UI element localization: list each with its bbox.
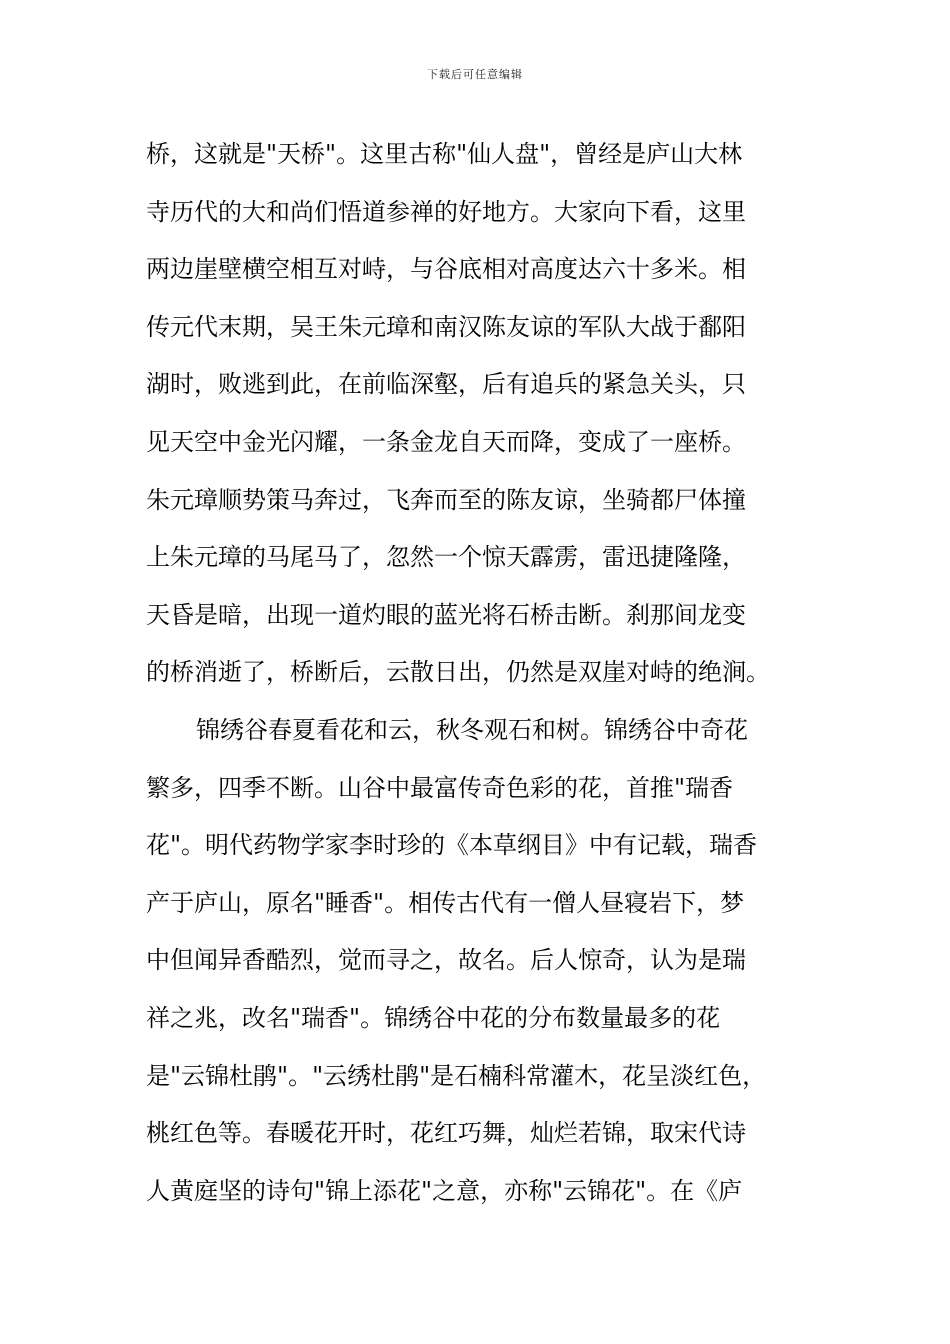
text-line: 祥之兆，改名"瑞香"。锦绣谷中花的分布数量最多的花 — [146, 1003, 721, 1032]
text-line: 繁多，四季不断。山谷中最富传奇色彩的花，首推"瑞香 — [146, 773, 734, 802]
text-line: 寺历代的大和尚们悟道参禅的好地方。大家向下看，这里 — [146, 197, 746, 226]
text-line: 两边崖壁横空相互对峙，与谷底相对高度达六十多米。相 — [146, 255, 746, 284]
text-line: 朱元璋顺势策马奔过，飞奔而至的陈友谅，坐骑都尸体撞 — [146, 485, 746, 514]
text-line: 桥，这就是"天桥"。这里古称"仙人盘"，曾经是庐山大林 — [146, 140, 743, 168]
text-line: 中但闻异香酷烈，觉而寻之，故名。后人惊奇，认为是瑞 — [146, 946, 746, 975]
body-text — [146, 126, 826, 1220]
text-line: 见天空中金光闪耀，一条金龙自天而降，变成了一座桥。 — [146, 427, 746, 456]
text-line: 产于庐山，原名"睡香"。相传古代有一僧人昼寝岩下，梦 — [146, 888, 745, 917]
text-line: 人黄庭坚的诗句"锦上添花"之意，亦称"云锦花"。在《庐 — [146, 1176, 743, 1205]
text-line: 的桥消逝了，桥断后，云散日出，仍然是双崖对峙的绝涧。 — [146, 658, 770, 687]
text-line: 花"。明代药物学家李时珍的《本草纲目》中有记载，瑞香 — [146, 831, 758, 860]
text-line: 桃红色等。春暖花开时，花红巧舞，灿烂若锦，取宋代诗 — [146, 1119, 746, 1148]
text-line: 是"云锦杜鹃"。"云绣杜鹃"是石楠科常灌木，花呈淡红色， — [146, 1061, 767, 1090]
paragraph-first-line: 锦绣谷春夏看花和云，秋冬观石和树。锦绣谷中奇花 — [196, 715, 748, 744]
text-line: 传元代末期，吴王朱元璋和南汉陈友谅的军队大战于鄱阳 — [146, 312, 746, 341]
page-header: 下载后可任意编辑 — [427, 68, 523, 81]
text-line: 湖时，败逃到此，在前临深壑，后有追兵的紧急关头，只 — [146, 370, 746, 399]
text-line: 上朱元璋的马尾马了，忽然一个惊天霹雳，雷迅捷隆隆， — [146, 543, 746, 572]
text-line: 天昏是暗，出现一道灼眼的蓝光将石桥击断。刹那间龙变 — [146, 600, 746, 629]
